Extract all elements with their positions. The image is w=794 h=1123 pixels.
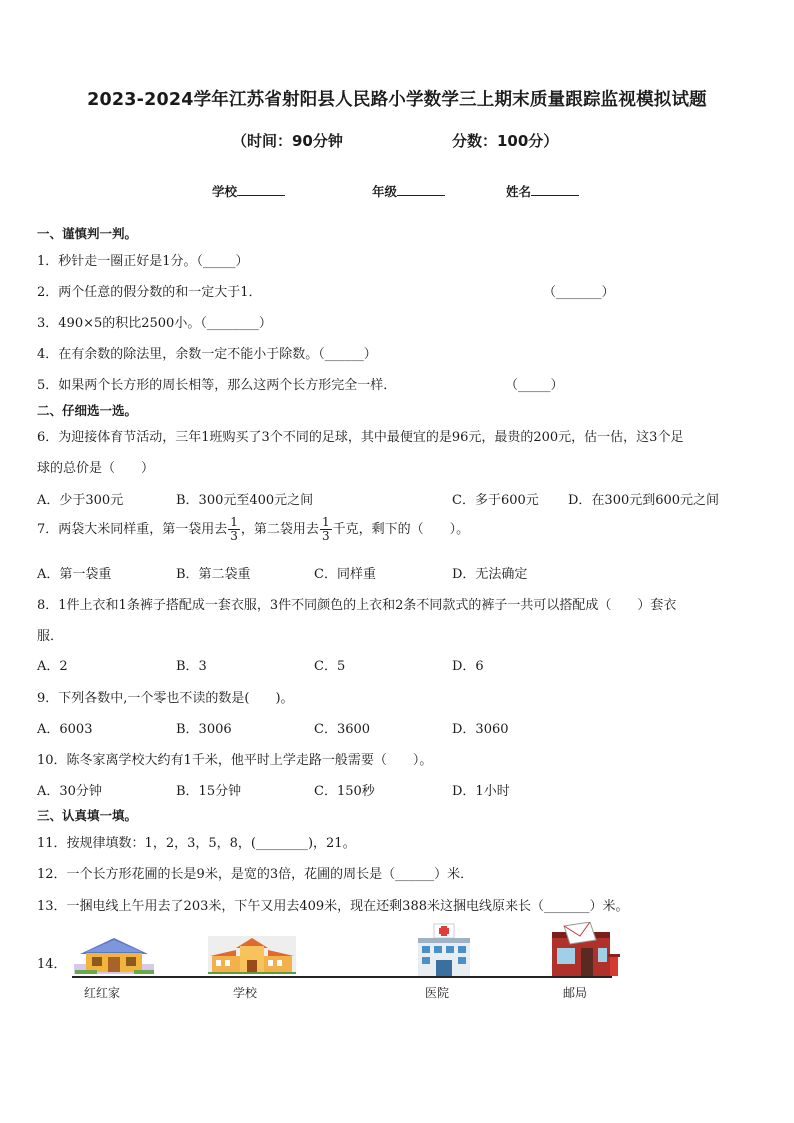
- page-title: 2023-2024学年江苏省射阳县人民路小学数学三上期末质量跟踪监视模拟试题: [87, 90, 707, 110]
- question-10-option-a[interactable]: A．30分钟: [37, 784, 102, 799]
- question-7-option-c[interactable]: C．同样重: [314, 567, 376, 582]
- question-7-option-b[interactable]: B．第二袋重: [176, 567, 251, 582]
- section-heading-3: 三、认真填一填。: [37, 808, 138, 823]
- question-3: 3．490×5的积比2500小。（________）: [37, 316, 272, 331]
- label-post-office: 邮局: [563, 986, 588, 1000]
- question-11: 11．按规律填数：1，2，3，5，8，(________)，21。: [37, 836, 356, 851]
- label-home: 红红家: [84, 986, 121, 1000]
- question-1: 1．秒针走一圈正好是1分。（_____）: [37, 254, 249, 269]
- question-5-answer-blank[interactable]: （_____）: [505, 378, 564, 393]
- question-8-option-d[interactable]: D．6: [452, 659, 484, 674]
- grade-label: 年级: [372, 184, 398, 199]
- hospital-icon: [414, 922, 474, 976]
- question-9-option-c[interactable]: C．3600: [314, 722, 371, 737]
- school-field[interactable]: [212, 182, 285, 200]
- question-12: 12．一个长方形花圃的长是9米，是宽的3倍，花圃的周长是（______）米．: [37, 867, 474, 882]
- question-2: 2．两个任意的假分数的和一定大于1．: [37, 285, 262, 300]
- question-13: 13．一捆电线上午用去了203米，下午又用去409米，现在还剩388米这捆电线原来长（_______）米。: [37, 899, 629, 914]
- question-7: 7．两袋大米同样重，第一袋用去 $\frac{1}{3}$ ，第二袋用去 $\frac{1}{3}$ 千克，剩下的（ ）。: [37, 515, 470, 543]
- fraction-one-third: $\frac{1}{3}$: [230, 515, 238, 543]
- road-line: [72, 976, 612, 978]
- grade-field[interactable]: [372, 182, 445, 200]
- question-2-answer-blank[interactable]: （_______）: [543, 285, 615, 300]
- fraction-one-third-kg: $\frac{1}{3}$: [321, 515, 330, 543]
- label-hospital: 医院: [425, 986, 450, 1000]
- question-6-option-c[interactable]: C．多于600元: [452, 493, 539, 508]
- question-9-option-a[interactable]: A．6003: [37, 722, 93, 737]
- school-icon: [206, 934, 298, 976]
- name-field[interactable]: [506, 182, 579, 200]
- exam-score: 分数：100分）: [452, 132, 559, 150]
- question-10-option-d[interactable]: D．1小时: [452, 784, 510, 799]
- section-heading-1: 一、谨慎判一判。: [37, 226, 138, 241]
- question-7-option-d[interactable]: D．无法确定: [452, 567, 528, 582]
- question-8-line-2: 服．: [37, 629, 64, 644]
- question-6-option-a[interactable]: A．少于300元: [37, 493, 124, 508]
- question-5: 5．如果两个长方形的周长相等，那么这两个长方形完全一样．: [37, 378, 397, 393]
- house-icon: [72, 934, 156, 976]
- question-8-option-b[interactable]: B．3: [176, 659, 207, 674]
- label-school: 学校: [233, 986, 258, 1000]
- name-label: 姓名: [506, 184, 532, 199]
- question-10-option-c[interactable]: C．150秒: [314, 784, 375, 799]
- question-4: 4．在有余数的除法里，余数一定不能小于除数。（______）: [37, 347, 377, 362]
- question-8-line-1: 8．1件上衣和1条裤子搭配成一套衣服，3件不同颜色的上衣和2条不同款式的裤子一共可以搭配成（ ）套衣: [37, 598, 677, 613]
- question-6-line-1: 6．为迎接体育节活动，三年1班购买了3个不同的足球，其中最便宜的是96元，最贵的200元，估一估，这3个足: [37, 430, 684, 445]
- question-10-option-b[interactable]: B．15分钟: [176, 784, 242, 799]
- question-14-number: 14．: [37, 957, 67, 972]
- question-9-option-d[interactable]: D．3060: [452, 722, 509, 737]
- exam-time: （时间：90分钟: [232, 132, 343, 150]
- section-heading-2: 二、仔细选一选。: [37, 403, 138, 418]
- question-9: 9．下列各数中,一个零也不读的数是( )。: [37, 691, 294, 706]
- question-8-option-a[interactable]: A．2: [37, 659, 68, 674]
- question-6-option-b[interactable]: B．300元至400元之间: [176, 493, 314, 508]
- school-label: 学校: [212, 184, 238, 199]
- question-7-option-a[interactable]: A．第一袋重: [37, 567, 112, 582]
- question-6-line-2: 球的总价是（ ）: [37, 461, 155, 476]
- question-8-option-c[interactable]: C．5: [314, 659, 346, 674]
- post-office-icon: [550, 922, 620, 976]
- question-10: 10．陈冬家离学校大约有1千米，他平时上学走路一般需要（ ）。: [37, 753, 433, 768]
- question-9-option-b[interactable]: B．3006: [176, 722, 232, 737]
- question-6-option-d[interactable]: D．在300元到600元之间: [568, 493, 720, 508]
